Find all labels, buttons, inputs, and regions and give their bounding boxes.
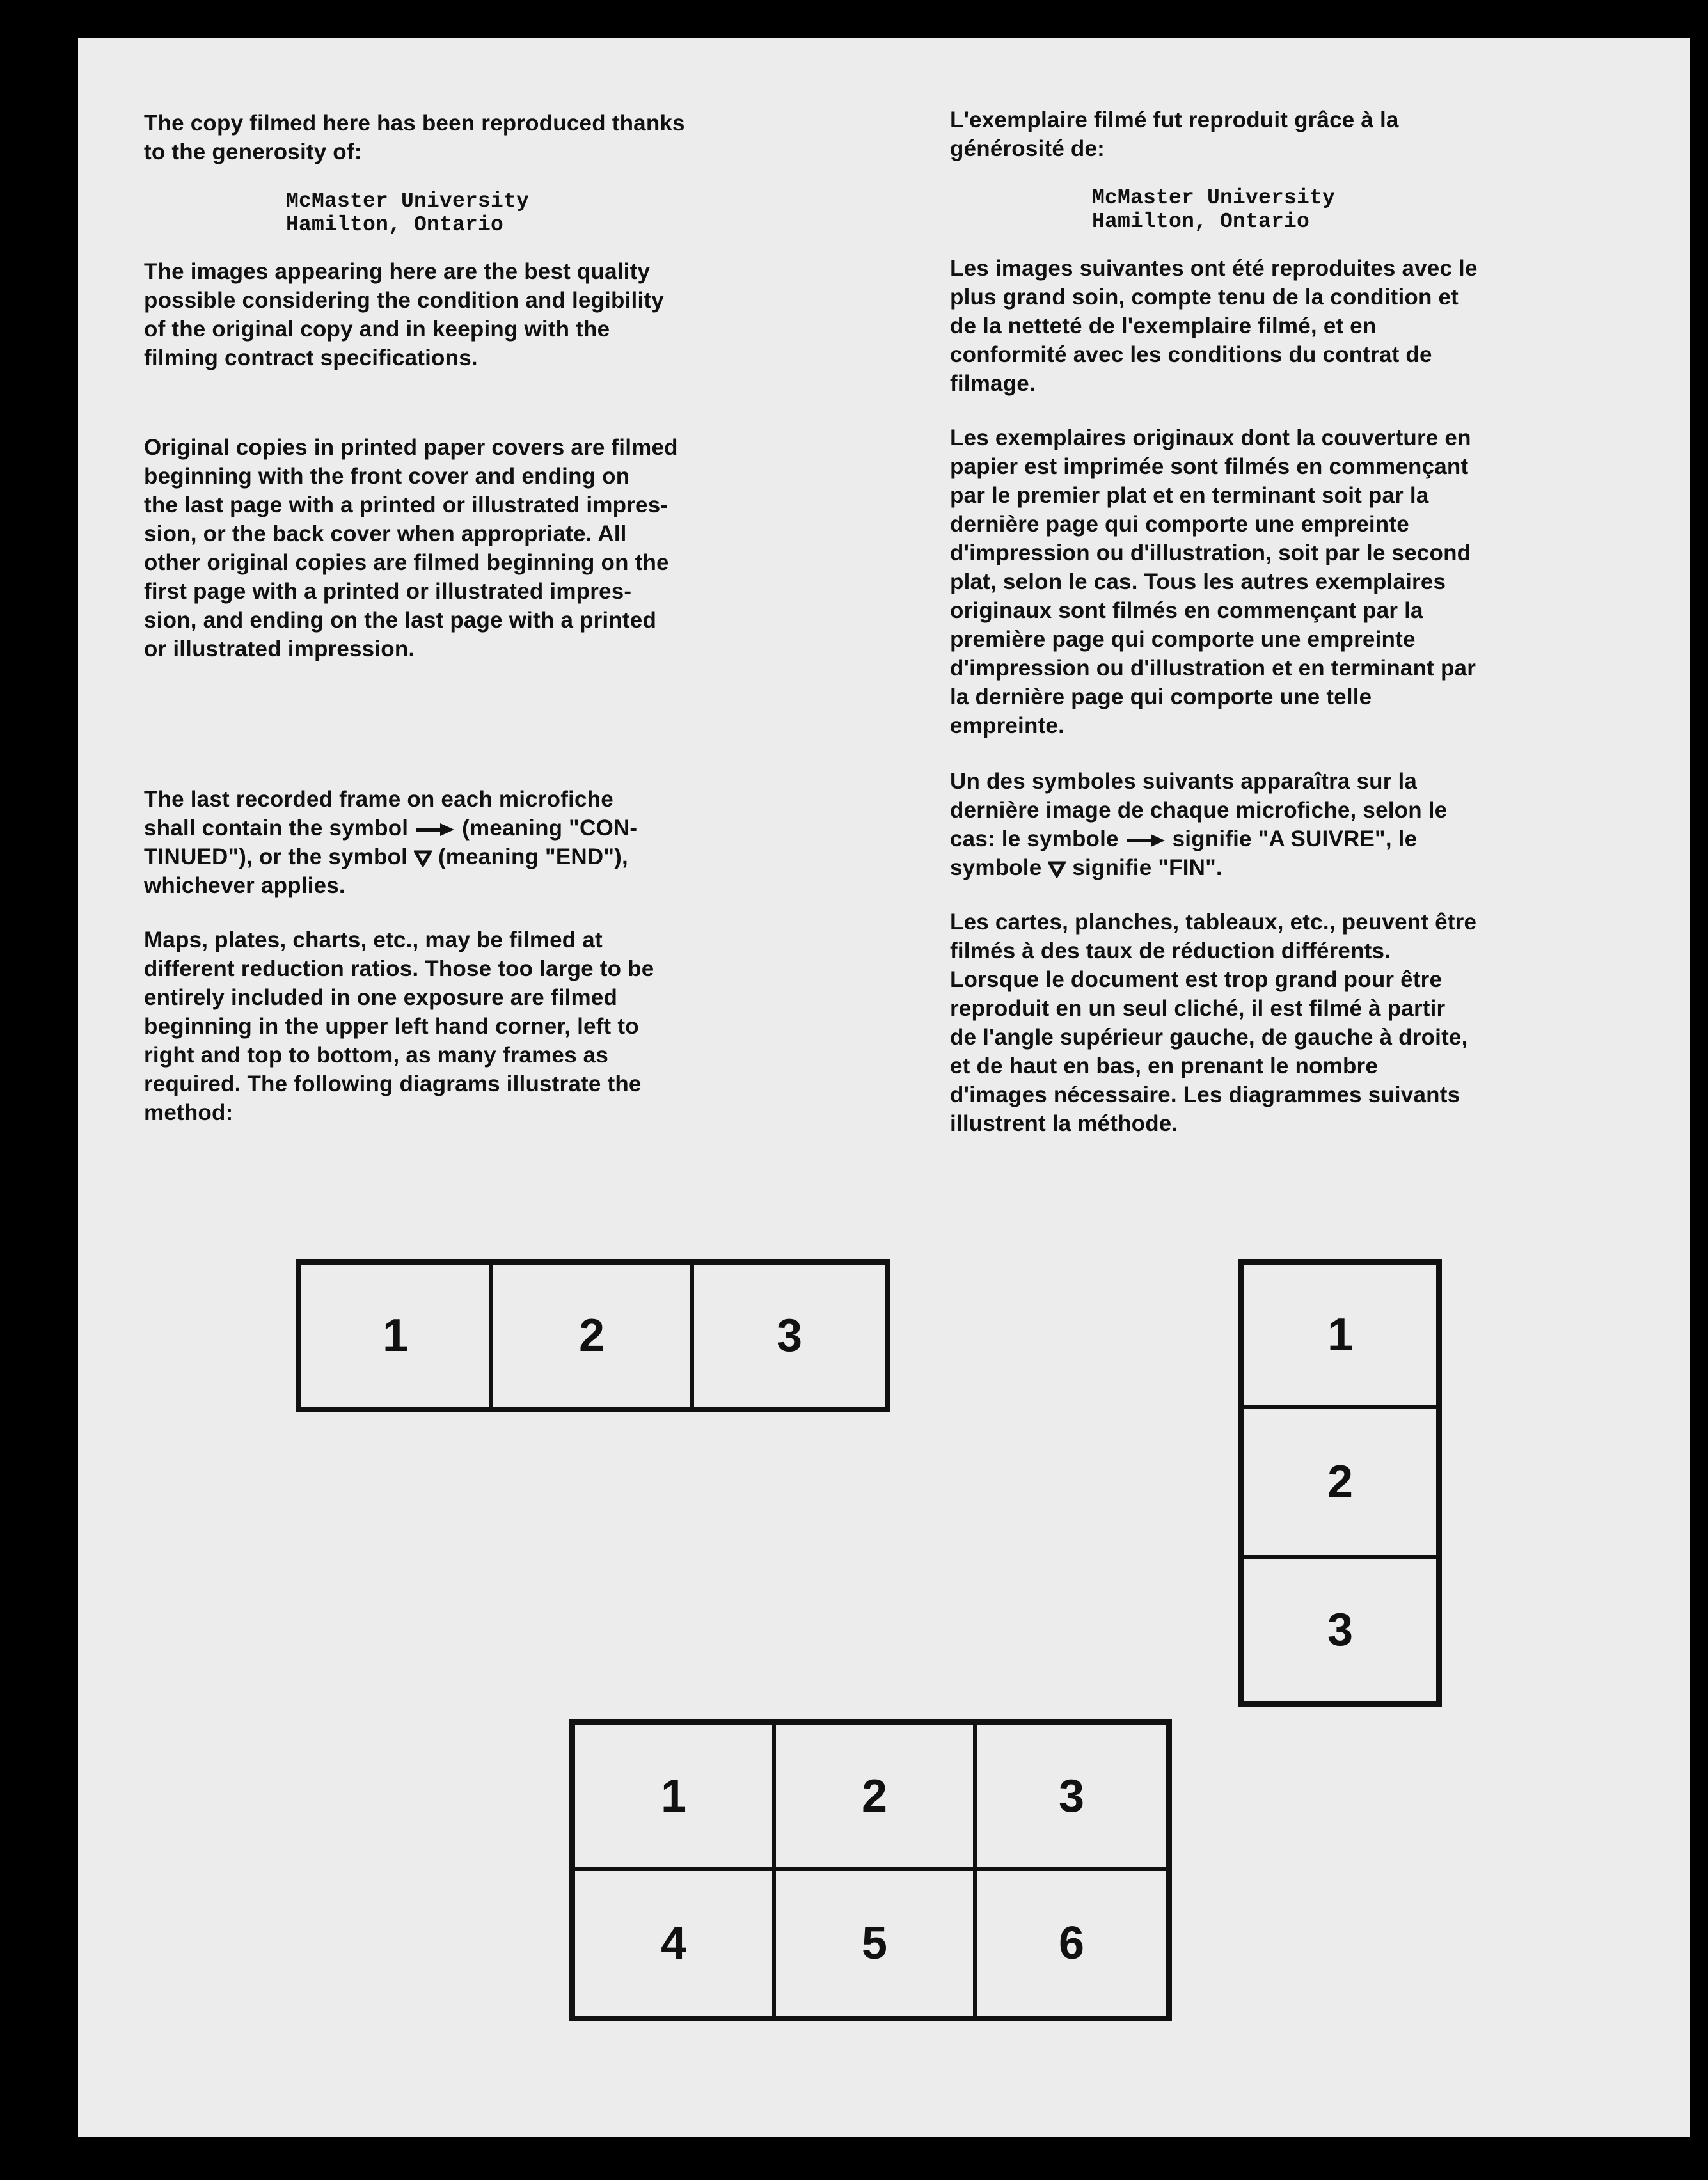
english-quality: The images appearing here are the best quality possible considering the condition and legibility of the original copy and in keeping with the filming contract specifications. xyxy=(144,259,664,370)
diagram-vertical xyxy=(1238,1259,1442,1707)
arrow-right-icon xyxy=(1125,833,1166,848)
diagram-cell: 2 xyxy=(1242,1407,1438,1557)
english-column xyxy=(144,109,886,1127)
diagram-cell: 2 xyxy=(491,1263,692,1409)
french-symbols-text-3: signifie "FIN". xyxy=(1072,855,1222,880)
french-symbols xyxy=(950,767,1673,882)
french-quality: Les images suivantes ont été reproduites avec le plus grand soin, compte tenu de la condition et de la netteté de l'exemplaire filmé, et en conformité avec les conditions du contrat de filmage. xyxy=(950,256,1478,396)
french-column xyxy=(950,106,1673,1138)
french-symbols-text-1: Un des symboles suivants apparaîtra sur la dernière image de chaque microfiche, selon le cas: le symbole xyxy=(950,769,1448,851)
english-originals: Original copies in printed paper covers are filmed beginning with the front cover and ending on the last page with a printed or illustrated impres- sion, or the back cover when appropriate. All other original copies are filmed beginning on the first page with a printed or illustrated impres- sion, and ending on the last page with a printed or illustrated impression. xyxy=(144,435,678,661)
english-symbols-text-3: (meaning "END"), whichever applies. xyxy=(144,844,628,898)
diagram-cell: 4 xyxy=(573,1869,774,2018)
diagram-cell: 3 xyxy=(975,1723,1168,1869)
microfiche-target-page xyxy=(78,38,1690,2137)
triangle-down-icon xyxy=(414,850,432,867)
arrow-right-icon xyxy=(415,822,455,837)
english-symbols xyxy=(144,785,886,900)
english-thanks: The copy filmed here has been reproduced thanks to the generosity of: xyxy=(144,111,685,164)
diagram-cell: 1 xyxy=(573,1723,774,1869)
french-originals: Les exemplaires originaux dont la couverture en papier est imprimée sont filmés en commençant par le premier plat et en terminant soit par la dernière page qui comporte une empreinte d'impression ou d'illustration, soit par le second plat, selon le cas. Tous les autres exemplaires originaux sont filmés en commençant par la première page qui comporte une empreinte d'impression ou d'illustration et en terminant par la dernière page qui comporte une telle empreinte. xyxy=(950,425,1476,738)
diagram-horizontal xyxy=(296,1259,890,1412)
triangle-down-icon xyxy=(1048,861,1066,878)
diagram-cell: 2 xyxy=(774,1723,975,1869)
diagram-cell: 5 xyxy=(774,1869,975,2018)
english-symbols-text-2: (meaning "CON- TINUED"), or the symbol xyxy=(144,816,638,869)
english-maps: Maps, plates, charts, etc., may be filmed at different reduction ratios. Those too large to be entirely included in one exposure are filmed beginning in the upper left hand corner, left to right and top to bottom, as many frames as required. The following diagrams illustrate the method: xyxy=(144,928,654,1125)
diagram-grid xyxy=(569,1719,1172,2021)
diagram-cell: 3 xyxy=(692,1263,887,1409)
french-maps: Les cartes, planches, tableaux, etc., peuvent être filmés à des taux de réduction différents. Lorsque le document est trop grand pour être reproduit en un seul cliché, il est filmé à partir de l'angle supérieur gauche, de gauche à droite, et de haut en bas, en prenant le nombre d'images nécessaire. Les diagrammes suivants illustrent la méthode. xyxy=(950,910,1477,1136)
diagram-cell: 1 xyxy=(1242,1263,1438,1407)
french-symbols-text-2: signifie "A SUIVRE", le symbole xyxy=(950,826,1418,880)
diagram-cell: 6 xyxy=(975,1869,1168,2018)
french-institution: McMaster University Hamilton, Ontario xyxy=(1092,186,1336,233)
english-institution: McMaster University Hamilton, Ontario xyxy=(286,189,530,237)
french-thanks: L'exemplaire filmé fut reproduit grâce à la générosité de: xyxy=(950,107,1399,161)
english-symbols-text-1: The last recorded frame on each microfiche shall contain the symbol xyxy=(144,787,613,841)
diagram-cell: 3 xyxy=(1242,1557,1438,1703)
diagram-cell: 1 xyxy=(299,1263,491,1409)
